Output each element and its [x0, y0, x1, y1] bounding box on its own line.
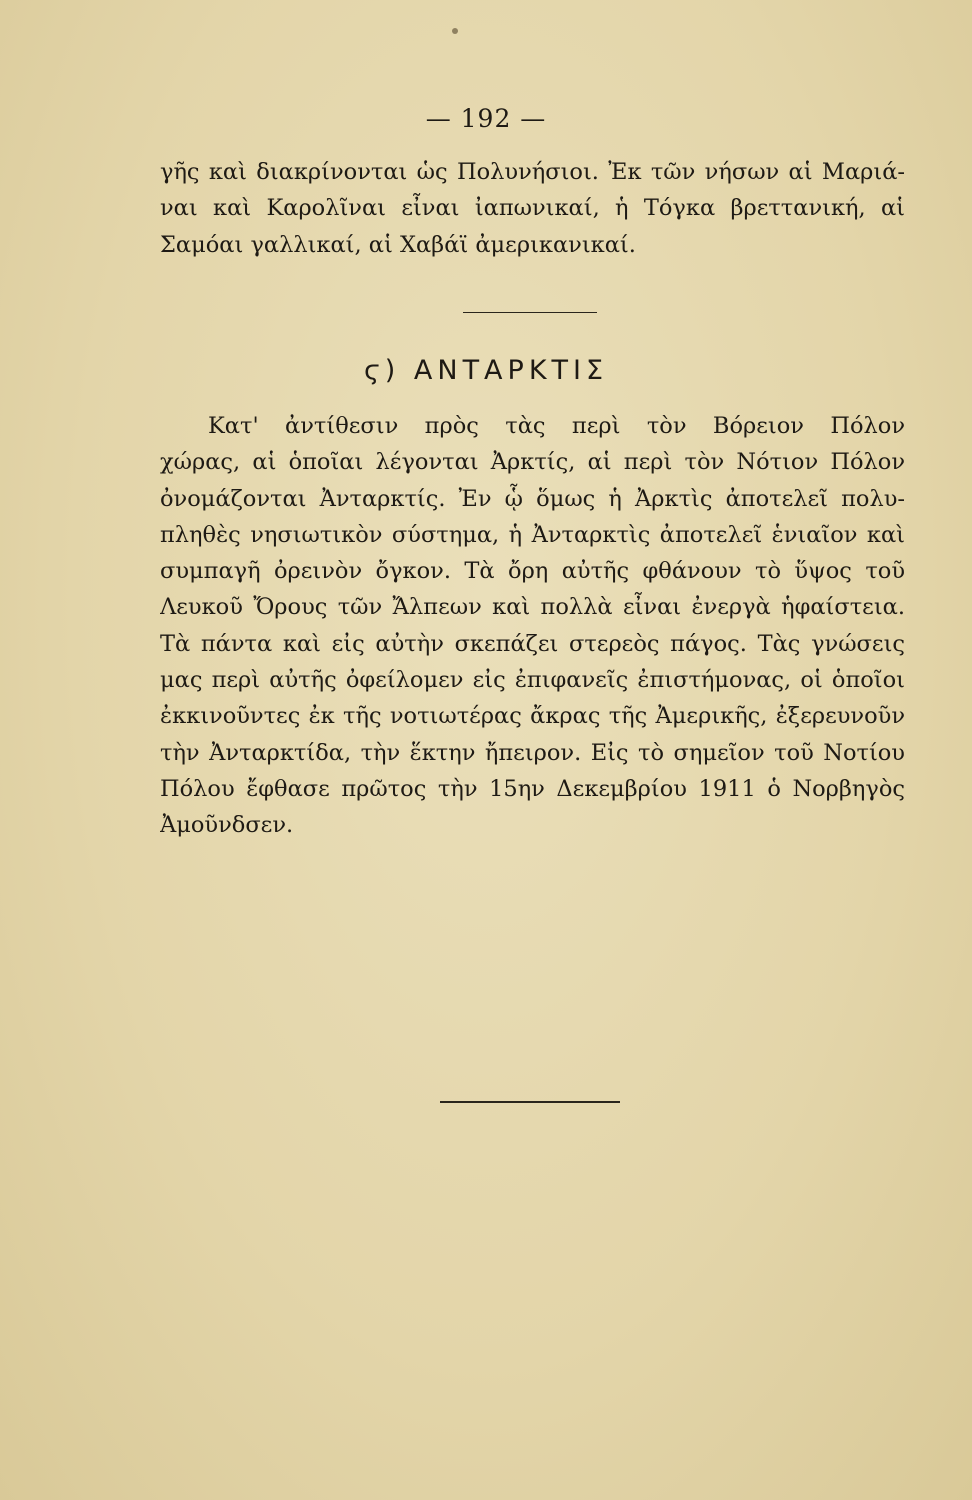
- paragraph-line: ναι καὶ Καρολῖναι εἶναι ἰαπωνικαί, ἡ Τόγκα βρεττανική, αἱ: [160, 195, 905, 222]
- paragraph-line: Λευκοῦ Ὄρους τῶν Ἄλπεων καὶ πολλὰ εἶναι ἐνεργὰ ἡφαίστεια.: [160, 594, 905, 621]
- paragraph-line: πληθὲς νησιωτικὸν σύστημα, ἡ Ἀνταρκτὶς ἀποτελεῖ ἑνιαῖον καὶ: [160, 521, 905, 548]
- section-heading: ϛ) ΑΝΤΑΡΚΤΙΣ: [363, 355, 609, 386]
- paragraph-line: Πόλου ἔφθασε πρῶτος τὴν 15ην Δεκεμβρίου 1911 ὁ Νορβηγὸς: [160, 775, 905, 802]
- paragraph-line: Κατ' ἀντίθεσιν πρὸς τὰς περὶ τὸν Βόρειον Πόλον: [208, 413, 905, 439]
- paragraph-line: Σαμόαι γαλλικαί, αἱ Χαβάϊ ἀμερικανικαί.: [160, 231, 636, 258]
- section-divider: [463, 312, 597, 313]
- paragraph-line: γῆς καὶ διακρίνονται ὡς Πολυνήσιοι. Ἐκ τῶν νήσων αἱ Μαριά-: [160, 159, 905, 185]
- paragraph-line: Τὰ πάντα καὶ εἰς αὐτὴν σκεπάζει στερεὸς πάγος. Τὰς γνώσεις: [160, 630, 905, 657]
- paragraph-line: ὀνομάζονται Ἀνταρκτίς. Ἐν ᾧ ὅμως ἡ Ἀρκτὶς ἀποτελεῖ πολυ-: [160, 485, 905, 512]
- paragraph-polynesia: [160, 154, 905, 263]
- bottom-rule: [440, 1101, 620, 1103]
- paragraph-line: συμπαγῆ ὀρεινὸν ὄγκον. Τὰ ὄρη αὐτῆς φθάνουν τὸ ὕψος τοῦ: [160, 558, 905, 585]
- paragraph-line: τὴν Ἀνταρκτίδα, τὴν ἕκτην ἤπειρον. Εἰς τὸ σημεῖον τοῦ Νοτίου: [160, 739, 905, 766]
- paragraph-antarctica: [160, 408, 905, 844]
- ink-spot-decoration: [452, 28, 458, 34]
- paragraph-line: χώρας, αἱ ὁποῖαι λέγονται Ἀρκτίς, αἱ περὶ τὸν Νότιον Πόλον: [160, 449, 905, 476]
- page-number: — 192 —: [425, 104, 547, 133]
- paragraph-line: μας περὶ αὐτῆς ὀφείλομεν εἰς ἐπιφανεῖς ἐπιστήμονας, οἱ ὁποῖοι: [160, 667, 905, 694]
- paragraph-line: ἐκκινοῦντες ἐκ τῆς νοτιωτέρας ἄκρας τῆς Ἀμερικῆς, ἐξερευνοῦν: [160, 703, 905, 730]
- paragraph-line: Ἀμοῦνδσεν.: [160, 812, 294, 839]
